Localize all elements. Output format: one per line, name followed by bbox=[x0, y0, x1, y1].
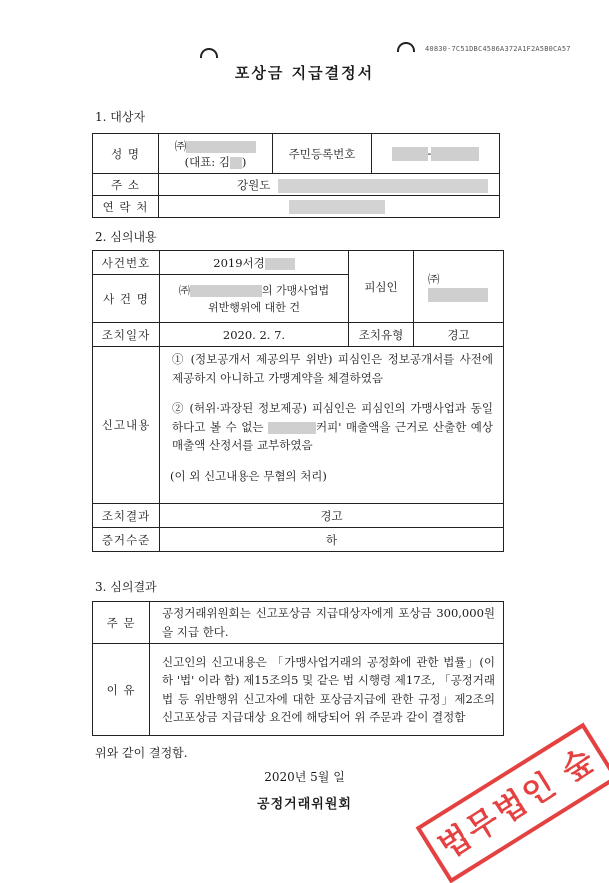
action-type-value: 경고 bbox=[414, 323, 504, 347]
punch-hole-left bbox=[200, 48, 218, 58]
case-name-prefix: ㈜ bbox=[178, 283, 190, 297]
order-text bbox=[150, 602, 504, 644]
address-label: 주 소 bbox=[93, 174, 159, 196]
action-date-label: 조치일자 bbox=[93, 323, 160, 347]
evidence-label: 증거수준 bbox=[93, 528, 160, 552]
decision-date: 2020년 5월 일 bbox=[264, 770, 345, 784]
contact-label: 연 락 처 bbox=[93, 196, 159, 218]
order-label: 주 문 bbox=[93, 602, 150, 644]
evidence-value: 하 bbox=[160, 528, 504, 552]
id-value bbox=[372, 134, 500, 174]
contact-value bbox=[159, 196, 500, 218]
redaction bbox=[230, 157, 242, 169]
action-date-value: 2020. 2. 7. bbox=[160, 323, 349, 347]
section3-heading: 3. 심의결과 bbox=[95, 580, 157, 594]
redaction bbox=[265, 258, 295, 270]
order-paragraph: 공정거래위원회는 신고포상금 지급대상자에게 포상금 300,000원을 지급 한다. bbox=[162, 606, 495, 639]
address-value bbox=[159, 174, 500, 196]
case-name-label: 사 건 명 bbox=[93, 275, 160, 323]
case-name-suffix: 의 가맹사업법 bbox=[261, 283, 330, 297]
reason-paragraph: 신고인의 신고내용은 「가맹사업거래의 공정화에 관한 법률」(이하 '법' 이라 함) 제15조의5 및 같은 법 시행령 제17조, 「공정거래법 등 위반행위 신고자에 대한 포상금지급에 관한 규정」제2조의 신고포상금 지급대상 요건에 해당되어 위 주문과 같이 결정함 bbox=[162, 654, 495, 724]
report-note: (이 외 신고내용은 무혐의 처리) bbox=[170, 468, 327, 483]
law-firm-stamp: 법무법인 숲 bbox=[416, 723, 609, 883]
punch-hole-right bbox=[397, 42, 415, 52]
result-value: 경고 bbox=[160, 504, 504, 528]
respondent-value bbox=[414, 251, 504, 323]
respondent-prefix: ㈜ bbox=[428, 272, 440, 286]
id-label: 주민등록번호 bbox=[273, 134, 372, 174]
review-result-table bbox=[92, 601, 504, 736]
redaction bbox=[186, 141, 256, 153]
redaction bbox=[431, 147, 479, 161]
result-label: 조치결과 bbox=[93, 504, 160, 528]
report-content bbox=[160, 347, 504, 504]
case-no-text: 2019서경 bbox=[213, 255, 265, 270]
case-name-value bbox=[160, 275, 349, 323]
document-id: 40830-7C51DBC4586A372A1F2A5B0CA57 bbox=[425, 45, 571, 53]
reason-text bbox=[150, 644, 504, 736]
report-item-2b: 커피' 매출액을 근거로 산출한 예상매출액 산정서를 교부하였음 bbox=[172, 419, 494, 452]
name-value bbox=[159, 134, 273, 174]
decision-statement: 위와 같이 결정함. bbox=[95, 746, 188, 760]
case-no-value bbox=[160, 251, 349, 275]
page-title: 포상금 지급결정서 bbox=[234, 64, 375, 82]
action-type-label: 조치유형 bbox=[349, 323, 414, 347]
section2-heading: 2. 심의내용 bbox=[95, 230, 157, 244]
redaction bbox=[268, 422, 316, 434]
review-content-table bbox=[92, 250, 504, 552]
company-prefix: ㈜ bbox=[174, 138, 187, 153]
report-item-2 bbox=[170, 399, 493, 455]
address-text: 강원도 bbox=[237, 177, 271, 192]
report-label: 신고내용 bbox=[93, 347, 160, 504]
section1-heading: 1. 대상자 bbox=[95, 110, 146, 124]
redaction bbox=[392, 147, 428, 161]
case-no-label: 사건번호 bbox=[93, 251, 160, 275]
representative-end: ) bbox=[241, 154, 247, 169]
redaction bbox=[428, 288, 488, 302]
case-name-line2: 위반행위에 대한 건 bbox=[207, 300, 300, 314]
representative-label: (대표: 김 bbox=[184, 154, 230, 169]
name-label: 성 명 bbox=[93, 134, 159, 174]
report-item-1: ① (정보공개서 제공의무 위반) 피심인은 정보공개서를 사전에 제공하지 아니하고 가맹계약을 체결하였음 bbox=[172, 352, 493, 385]
issuing-organization: 공정거래위원회 bbox=[257, 797, 352, 812]
reason-label: 이 유 bbox=[93, 644, 150, 736]
respondent-label: 피심인 bbox=[349, 251, 414, 323]
redaction bbox=[289, 200, 385, 214]
target-person-table bbox=[92, 133, 500, 218]
redaction bbox=[278, 179, 488, 193]
redaction bbox=[190, 285, 262, 297]
id-separator: - bbox=[427, 146, 432, 160]
report-item-2a: ② (허위·과장된 정보제공) 피심인은 피심인의 가맹사업과 동일하다고 볼 수 없는 bbox=[172, 401, 493, 434]
